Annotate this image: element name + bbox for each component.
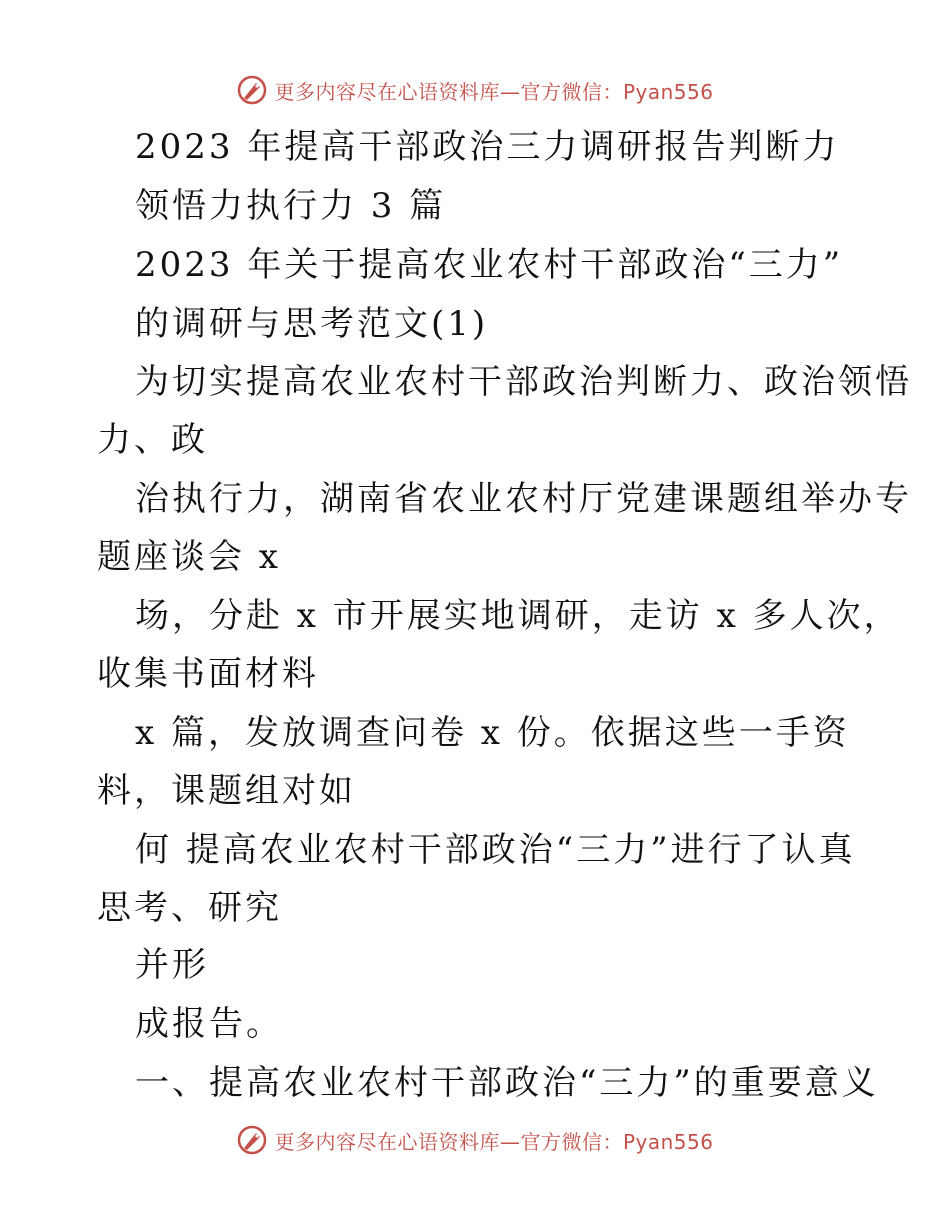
body-line: 料，课题组对如: [97, 771, 356, 811]
body-line: 何 提高农业农村干部政治“三力”进行了认真: [135, 830, 856, 870]
body-line: 为切实提高农业农村干部政治判断力、政治领悟: [135, 362, 912, 402]
body-line: 并形: [135, 945, 209, 985]
body-line: x 篇，发放调查问卷 x 份。依据这些一手资: [135, 713, 850, 753]
header-watermark: [0, 70, 950, 110]
pen-nib-logo-icon: [236, 74, 268, 106]
subtitle-line-2: 的调研与思考范文(1): [135, 304, 489, 344]
title-line-1: 2023 年提高干部政治三力调研报告判断力: [135, 127, 840, 167]
body-line: 思考、研究: [97, 888, 282, 928]
subtitle-line-1: 2023 年关于提高农业农村干部政治“三力”: [135, 245, 844, 285]
body-line: 题座谈会 x: [97, 537, 281, 577]
footer-watermark: [0, 1120, 950, 1160]
pen-nib-logo-icon: [236, 1124, 268, 1156]
body-line: 收集书面材料: [97, 654, 319, 694]
body-line: 成报告。: [135, 1004, 283, 1044]
watermark-text: 更多内容尽在心语资料库—官方微信：Pyan556: [274, 79, 714, 104]
title-line-2: 领悟力执行力 3 篇: [135, 186, 447, 226]
watermark-text: 更多内容尽在心语资料库—官方微信：Pyan556: [274, 1129, 714, 1154]
body-line: 场，分赴 x 市开展实地调研，走访 x 多人次，: [135, 596, 901, 636]
body-line: 力、政: [97, 420, 208, 460]
section-heading: 一、提高农业农村干部政治“三力”的重要意义: [135, 1063, 879, 1103]
body-line: 治执行力，湖南省农业农村厅党建课题组举办专: [135, 479, 912, 519]
